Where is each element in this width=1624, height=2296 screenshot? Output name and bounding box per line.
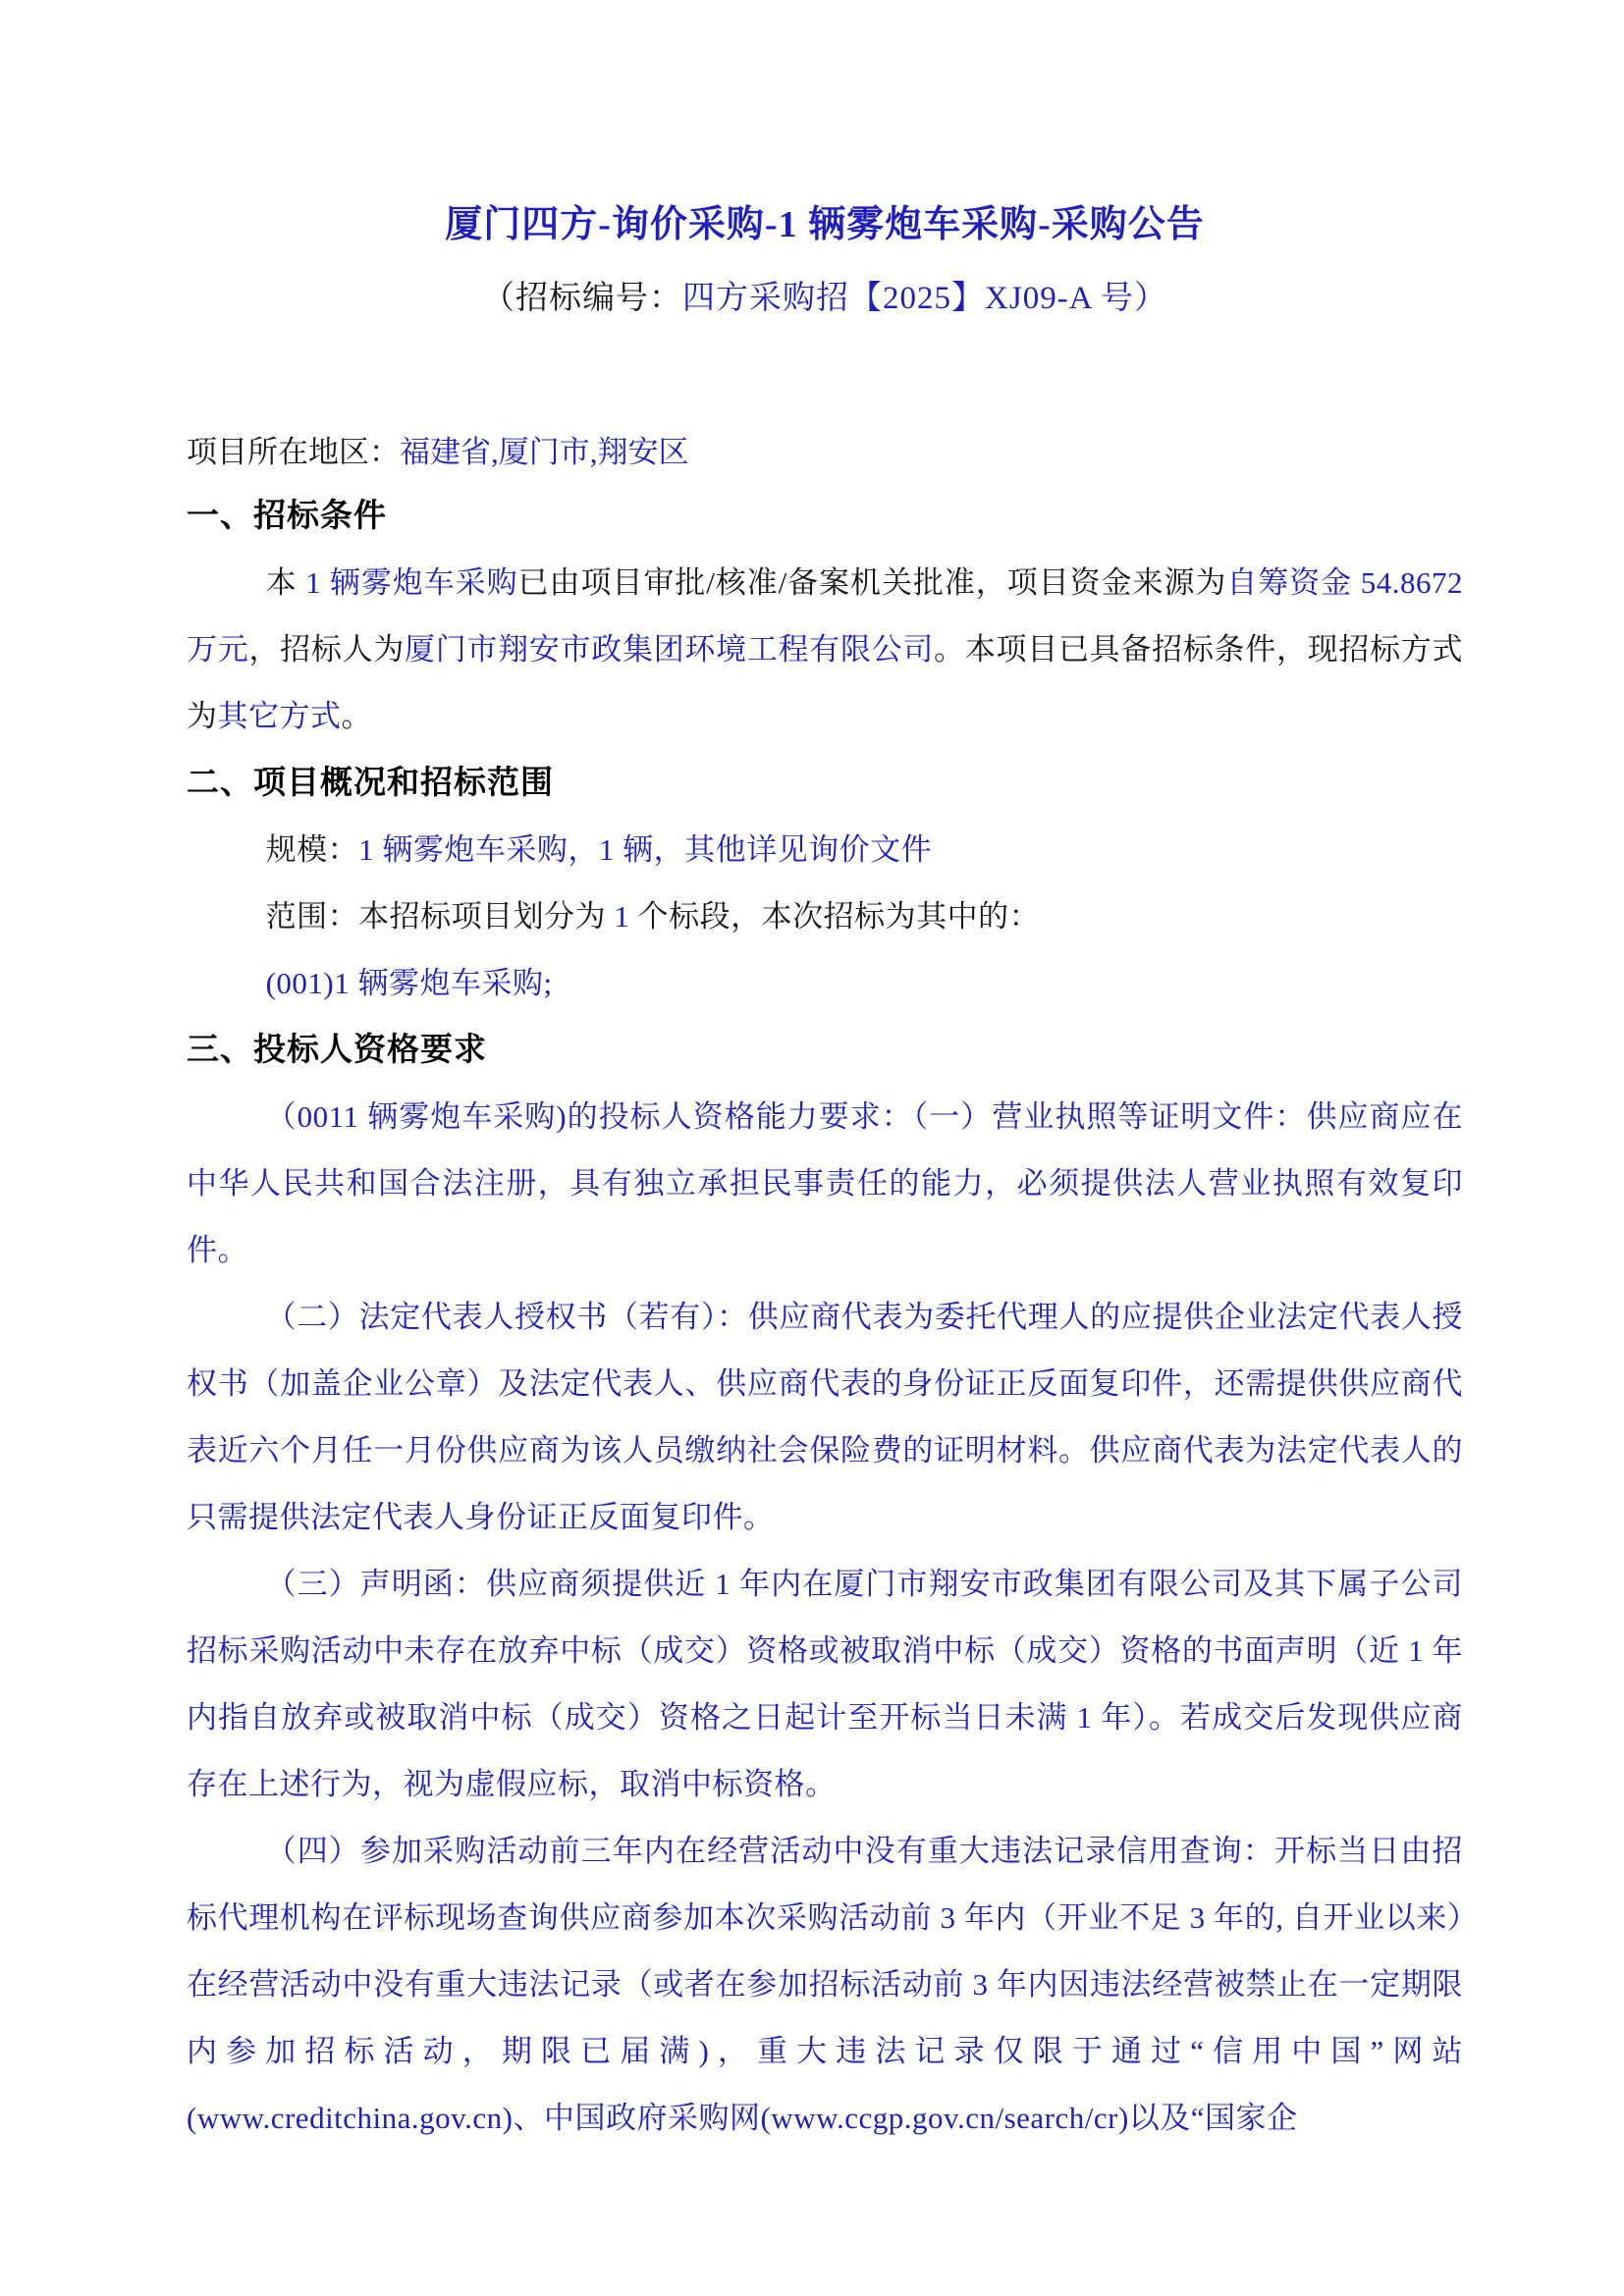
tender-number-subtitle bbox=[187, 277, 1463, 320]
text-run: 其它方式 bbox=[217, 699, 342, 733]
qualification-paragraph-credit-check: （四）参加采购活动前三年内在经营活动中没有重大违法记录信用查询：开标当日由招标代理机构在评标现场查询供应商参加本次采购活动前 3 年内（开业不足 3 年的, 自开业以来）在经营活动中没有重大违法记录（或者在参加招标活动前 3 年内因违法经营被禁止在一定期限内参加招标活动，期限已届满)，重大违法记录仅限于通过“信用中国”网站(www.creditchina.gov.cn)、中国政府采购网(www.ccgp.gov.cn/search/cr)以及“国家企 bbox=[187, 1834, 1463, 2135]
text-run: 1 辆雾炮车采购 bbox=[305, 565, 518, 600]
text-run: 1 bbox=[614, 899, 630, 934]
text-run: 规模： bbox=[265, 832, 359, 867]
qualification-paragraph-business-license: （0011 辆雾炮车采购)的投标人资格能力要求：（一）营业执照等证明文件：供应商应在中华人民共和国合法注册，具有独立承担民事责任的能力，必须提供法人营业执照有效复印件。 bbox=[187, 1099, 1463, 1267]
text-run: 自筹资金 54.8672 万元 bbox=[187, 565, 1464, 667]
text-run: 范围：本招标项目划分为 bbox=[265, 899, 615, 934]
text-run: 本 bbox=[265, 565, 306, 600]
section-1-paragraph bbox=[187, 550, 1463, 750]
text-run: 四方采购招【2025】XJ09-A 号） bbox=[682, 281, 1167, 316]
text-run: ，招标人为 bbox=[248, 632, 405, 667]
qualification-paragraph-declaration: （三）声明函：供应商须提供近 1 年内在厦门市翔安市政集团有限公司及其下属子公司招标采购活动中未存在放弃中标（成交）资格或被取消中标（成交）资格的书面声明（近 1 年内指自放弃或被取消中标（成交）资格之日起计至开标当日未满 1 年）。若成交后发现供应商存在上述行为，视为虚假应标，取消中标资格。 bbox=[187, 1567, 1463, 1801]
text-run: 。本项目已具备招标条件，现招标方式为 bbox=[187, 632, 1464, 733]
text-run: 项目所在地区： bbox=[187, 435, 400, 469]
text-run: （招标编号： bbox=[482, 281, 683, 316]
text-run: 个标段，本次招标为其中的： bbox=[629, 899, 1041, 934]
text-run: 已由项目审批/核准/备案机关批准，项目资金来源为 bbox=[517, 565, 1227, 600]
project-location-line bbox=[187, 422, 1463, 483]
scope-line bbox=[187, 883, 1463, 950]
section-1-heading: 一、招标条件 bbox=[187, 499, 387, 534]
text-run: 福建省,厦门市,翔安区 bbox=[400, 435, 689, 469]
section-3-heading: 三、投标人资格要求 bbox=[187, 1033, 487, 1068]
section-2-heading: 二、项目概况和招标范围 bbox=[187, 766, 554, 801]
page-title: 厦门四方-询价采购-1 辆雾炮车采购-采购公告 bbox=[445, 204, 1205, 245]
scale-line bbox=[187, 817, 1463, 883]
text-run: (001)1 辆雾炮车采购; bbox=[265, 966, 553, 1000]
lot-line bbox=[187, 950, 1463, 1017]
text-run: 厦门市翔安市政集团环境工程有限公司 bbox=[405, 632, 935, 667]
text-run: 1 辆雾炮车采购，1 辆，其他详见询价文件 bbox=[358, 832, 933, 867]
text-run: 。 bbox=[341, 699, 372, 733]
qualification-paragraph-authorization: （二）法定代表人授权书（若有）：供应商代表为委托代理人的应提供企业法定代表人授权书（加盖企业公章）及法定代表人、供应商代表的身份证正反面复印件，还需提供供应商代表近六个月任一月份供应商为该人员缴纳社会保险费的证明材料。供应商代表为法定代表人的只需提供法定代表人身份证正反面复印件。 bbox=[187, 1300, 1463, 1534]
